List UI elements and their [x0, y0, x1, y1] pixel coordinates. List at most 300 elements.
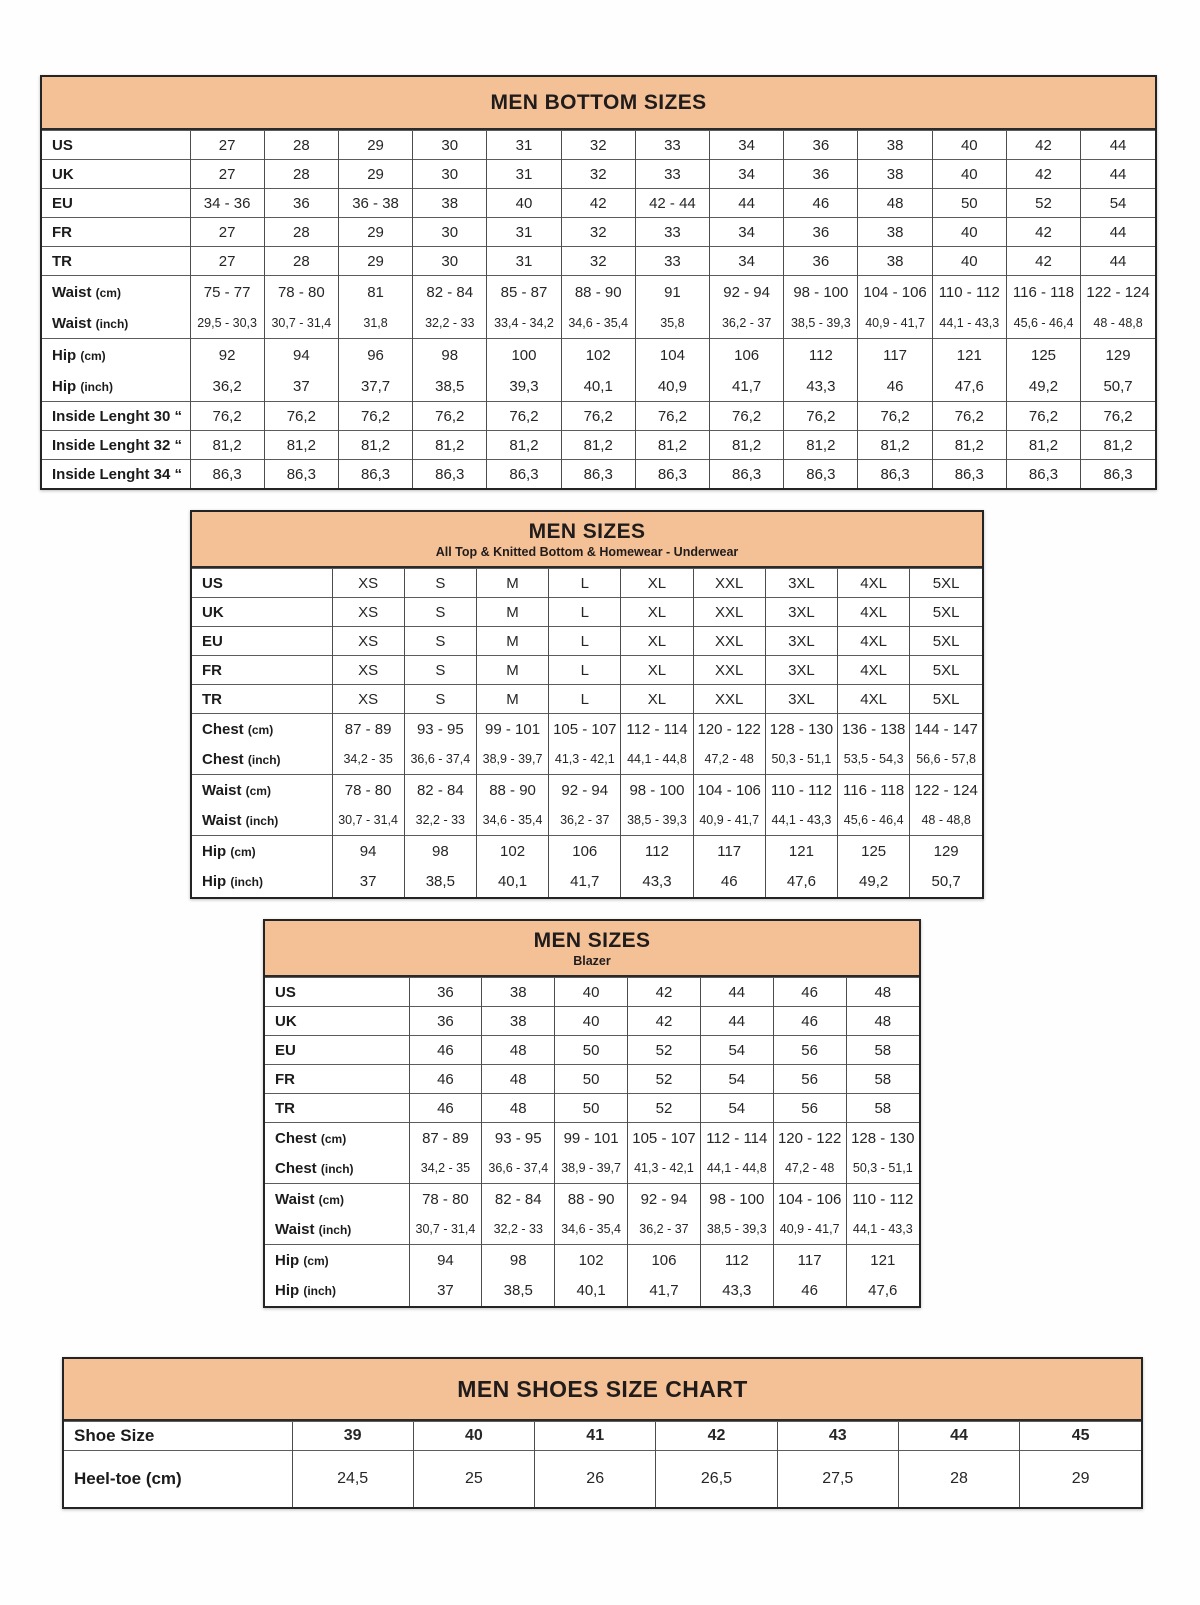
size-value-cell: M: [476, 598, 548, 627]
size-value-cell: 32: [561, 247, 635, 276]
row-label-unit: (cm): [318, 1192, 344, 1207]
table-row: [265, 1094, 919, 1123]
size-value-cell: 76,2: [264, 402, 338, 431]
size-value-cell: 36 - 38: [338, 189, 412, 218]
size-value-cell: 44: [1081, 247, 1155, 276]
size-value-cell: 102: [561, 339, 635, 372]
size-value-cell: 45,6 - 46,4: [838, 806, 910, 836]
size-value-cell: 44,1 - 44,8: [700, 1154, 773, 1184]
row-label-text: EU: [52, 194, 73, 212]
size-value-cell: 4XL: [838, 598, 910, 627]
size-value-cell: 36,6 - 37,4: [404, 745, 476, 775]
size-value-cell: 49,2: [838, 867, 910, 897]
size-value-cell: 34: [710, 218, 784, 247]
size-value-cell: 104: [635, 339, 709, 372]
size-value-cell: 49,2: [1006, 372, 1080, 402]
row-label: [42, 160, 190, 189]
size-value-cell: XXL: [693, 685, 765, 714]
size-value-cell: 46: [773, 978, 846, 1007]
size-value-cell: 42: [1006, 160, 1080, 189]
size-value-cell: 48 - 48,8: [1081, 309, 1155, 339]
table-row: [192, 569, 982, 598]
size-value-cell: XL: [621, 656, 693, 685]
size-value-cell: 81: [338, 276, 412, 309]
size-value-cell: 81,2: [1006, 431, 1080, 460]
size-value-cell: 38: [858, 218, 932, 247]
row-label: [192, 685, 332, 714]
size-value-cell: 44,1 - 43,3: [765, 806, 837, 836]
size-value-cell: 112 - 114: [621, 714, 693, 745]
size-value-cell: 50,3 - 51,1: [846, 1154, 919, 1184]
size-value-cell: 40,1: [476, 867, 548, 897]
size-value-cell: 105 - 107: [549, 714, 621, 745]
size-value-cell: 38: [413, 189, 487, 218]
size-value-cell: 48: [482, 1065, 555, 1094]
size-value-cell: 40: [487, 189, 561, 218]
size-value-cell: 78 - 80: [264, 276, 338, 309]
size-value-cell: 38,5: [413, 372, 487, 402]
size-value-cell: 38,5 - 39,3: [784, 309, 858, 339]
row-label: [192, 867, 332, 897]
table-title: MEN SHOES SIZE CHART: [457, 1375, 748, 1402]
size-value-cell: 44: [700, 978, 773, 1007]
size-value-cell: 128 - 130: [765, 714, 837, 745]
size-value-cell: 36: [784, 131, 858, 160]
size-value-cell: 86,3: [1081, 460, 1155, 489]
row-label: [192, 598, 332, 627]
size-value-cell: 43,3: [700, 1276, 773, 1306]
size-value-cell: 38,5: [482, 1276, 555, 1306]
size-value-cell: 93 - 95: [482, 1123, 555, 1154]
size-value-cell: 41,7: [628, 1276, 701, 1306]
row-label-unit: (cm): [230, 844, 256, 859]
size-value-cell: 86,3: [413, 460, 487, 489]
size-value-cell: 106: [710, 339, 784, 372]
table-row: [42, 218, 1155, 247]
row-label: [265, 1065, 409, 1094]
size-value-cell: 38: [858, 160, 932, 189]
row-label-text: US: [202, 574, 223, 592]
size-value-cell: M: [476, 685, 548, 714]
size-value-cell: 56: [773, 1065, 846, 1094]
size-value-cell: 92 - 94: [628, 1184, 701, 1215]
size-value-cell: 28: [264, 131, 338, 160]
size-value-cell: 50,7: [910, 867, 982, 897]
table-row: [192, 627, 982, 656]
size-value-cell: 98: [404, 836, 476, 867]
row-label-unit: (cm): [80, 348, 106, 363]
size-value-cell: 81,2: [413, 431, 487, 460]
men-shoes-size-chart-header: [64, 1359, 1141, 1421]
men-sizes-tops-table-header: [192, 512, 982, 568]
row-label: [265, 1094, 409, 1123]
size-value-cell: 36: [784, 247, 858, 276]
size-value-cell: 44: [700, 1007, 773, 1036]
table-row: [192, 714, 982, 745]
size-value-cell: 37: [264, 372, 338, 402]
size-value-cell: 122 - 124: [1081, 276, 1155, 309]
size-value-cell: 34,2 - 35: [332, 745, 404, 775]
size-value-cell: 128 - 130: [846, 1123, 919, 1154]
size-value-cell: 40: [555, 1007, 628, 1036]
size-value-cell: S: [404, 569, 476, 598]
size-value-cell: 31,8: [338, 309, 412, 339]
row-label: [192, 714, 332, 745]
size-value-cell: 45: [1020, 1422, 1141, 1451]
row-label-text: Waist: [52, 283, 92, 301]
size-value-cell: 47,6: [932, 372, 1006, 402]
size-value-cell: 38,5 - 39,3: [621, 806, 693, 836]
size-value-cell: 88 - 90: [555, 1184, 628, 1215]
size-value-cell: 121: [846, 1245, 919, 1276]
size-value-cell: 104 - 106: [773, 1184, 846, 1215]
table-row: [192, 685, 982, 714]
row-label-unit: (cm): [95, 285, 121, 300]
size-value-cell: 121: [765, 836, 837, 867]
size-value-cell: 92: [190, 339, 264, 372]
table-row: [42, 160, 1155, 189]
size-value-cell: 40,9 - 41,7: [858, 309, 932, 339]
size-value-cell: 87 - 89: [409, 1123, 482, 1154]
row-label-text: Hip: [202, 873, 227, 890]
size-value-cell: 120 - 122: [773, 1123, 846, 1154]
size-value-cell: 48: [482, 1094, 555, 1123]
size-value-cell: 54: [700, 1036, 773, 1065]
size-value-cell: 42: [1006, 247, 1080, 276]
size-value-cell: 44: [710, 189, 784, 218]
size-value-cell: 41,7: [710, 372, 784, 402]
table-row: [192, 836, 982, 867]
row-label-text: Waist: [52, 314, 92, 332]
size-value-cell: 29: [338, 247, 412, 276]
size-value-cell: 76,2: [858, 402, 932, 431]
size-value-cell: 76,2: [932, 402, 1006, 431]
size-value-cell: 27: [190, 160, 264, 189]
size-value-cell: 5XL: [910, 656, 982, 685]
size-value-cell: 104 - 106: [693, 775, 765, 806]
size-value-cell: 94: [332, 836, 404, 867]
row-label-text: FR: [52, 223, 72, 241]
size-value-cell: 76,2: [561, 402, 635, 431]
size-value-cell: 43,3: [784, 372, 858, 402]
size-value-cell: 43,3: [621, 867, 693, 897]
size-value-cell: 41,7: [549, 867, 621, 897]
row-label: [42, 218, 190, 247]
size-value-cell: 78 - 80: [332, 775, 404, 806]
size-value-cell: 30: [413, 247, 487, 276]
size-value-cell: 33: [635, 218, 709, 247]
size-value-cell: 33: [635, 160, 709, 189]
row-label: [42, 402, 190, 431]
row-label-unit: (inch): [303, 1284, 337, 1298]
size-value-cell: 129: [1081, 339, 1155, 372]
size-value-cell: L: [549, 569, 621, 598]
table-row: [265, 978, 919, 1007]
size-value-cell: 38: [482, 1007, 555, 1036]
row-label: [42, 309, 190, 339]
size-value-cell: 58: [846, 1036, 919, 1065]
size-value-cell: 136 - 138: [838, 714, 910, 745]
size-value-cell: 82 - 84: [413, 276, 487, 309]
size-value-cell: 58: [846, 1094, 919, 1123]
table-row: [42, 402, 1155, 431]
size-value-cell: 32,2 - 33: [482, 1215, 555, 1245]
row-label-text: TR: [52, 252, 72, 270]
row-label-text: Waist: [275, 1190, 315, 1208]
row-label: [42, 339, 190, 372]
size-value-cell: XL: [621, 627, 693, 656]
size-value-cell: 52: [628, 1065, 701, 1094]
size-value-cell: 27: [190, 131, 264, 160]
table-subtitle: All Top & Knitted Bottom & Homewear - Underwear: [435, 544, 739, 559]
size-value-cell: 26,5: [656, 1451, 777, 1507]
size-value-cell: 117: [773, 1245, 846, 1276]
size-value-cell: 47,6: [846, 1276, 919, 1306]
row-label-text: TR: [202, 690, 222, 708]
size-value-cell: 110 - 112: [765, 775, 837, 806]
size-value-cell: 3XL: [765, 627, 837, 656]
size-value-cell: XXL: [693, 598, 765, 627]
men-bottom-sizes-table: [40, 75, 1157, 490]
size-value-cell: 31: [487, 160, 561, 189]
size-value-cell: 42: [1006, 218, 1080, 247]
size-value-cell: 86,3: [932, 460, 1006, 489]
size-value-cell: 27: [190, 218, 264, 247]
row-label-text: FR: [275, 1070, 295, 1088]
table-row: [265, 1215, 919, 1245]
table-row: [192, 656, 982, 685]
table-row: [192, 806, 982, 836]
size-value-cell: 30: [413, 160, 487, 189]
size-value-cell: S: [404, 685, 476, 714]
size-value-cell: S: [404, 598, 476, 627]
size-value-cell: 30: [413, 131, 487, 160]
table-row: [265, 1184, 919, 1215]
size-value-cell: 122 - 124: [910, 775, 982, 806]
size-value-cell: 88 - 90: [476, 775, 548, 806]
size-value-cell: 5XL: [910, 598, 982, 627]
table-subtitle: Blazer: [573, 953, 611, 968]
size-value-cell: 85 - 87: [487, 276, 561, 309]
row-label-unit: (cm): [145, 1468, 182, 1488]
size-value-cell: 50,7: [1081, 372, 1155, 402]
table-row: [265, 1123, 919, 1154]
size-value-cell: 98: [413, 339, 487, 372]
size-value-cell: 40,9 - 41,7: [773, 1215, 846, 1245]
table-row: [265, 1007, 919, 1036]
size-value-cell: 3XL: [765, 685, 837, 714]
size-value-cell: 28: [898, 1451, 1019, 1507]
men-sizes-blazer-table: [263, 919, 921, 1308]
row-label-unit: (inch): [230, 875, 264, 889]
size-value-cell: 88 - 90: [561, 276, 635, 309]
size-value-cell: 38: [858, 131, 932, 160]
size-value-cell: 40: [932, 247, 1006, 276]
size-value-cell: 125: [1006, 339, 1080, 372]
size-value-cell: 76,2: [710, 402, 784, 431]
size-value-cell: 144 - 147: [910, 714, 982, 745]
size-value-cell: 28: [264, 247, 338, 276]
size-value-cell: 40: [932, 218, 1006, 247]
size-value-cell: 42: [561, 189, 635, 218]
table-row: [192, 598, 982, 627]
table-row: [192, 745, 982, 775]
size-value-cell: 91: [635, 276, 709, 309]
size-value-cell: 29: [338, 160, 412, 189]
size-value-cell: 112 - 114: [700, 1123, 773, 1154]
size-value-cell: M: [476, 627, 548, 656]
size-value-cell: 43: [777, 1422, 898, 1451]
size-value-cell: 45,6 - 46,4: [1006, 309, 1080, 339]
size-value-cell: 54: [1081, 189, 1155, 218]
row-label-text: Chest: [202, 720, 244, 738]
size-value-cell: 42 - 44: [635, 189, 709, 218]
size-value-cell: S: [404, 627, 476, 656]
size-value-cell: 120 - 122: [693, 714, 765, 745]
size-value-cell: 46: [784, 189, 858, 218]
size-value-cell: 4XL: [838, 627, 910, 656]
size-value-cell: 36: [409, 1007, 482, 1036]
row-label: [192, 806, 332, 836]
size-value-cell: 53,5 - 54,3: [838, 745, 910, 775]
size-value-cell: XL: [621, 685, 693, 714]
table-row: [265, 1036, 919, 1065]
size-value-cell: 48: [482, 1036, 555, 1065]
size-value-cell: 76,2: [1081, 402, 1155, 431]
size-value-cell: 32,2 - 33: [413, 309, 487, 339]
size-value-cell: 5XL: [910, 627, 982, 656]
row-label-text: Hip: [52, 346, 77, 364]
size-value-cell: 44: [1081, 131, 1155, 160]
size-value-cell: 34: [710, 247, 784, 276]
row-label-text: EU: [202, 632, 223, 650]
size-value-cell: 47,6: [765, 867, 837, 897]
size-value-cell: 76,2: [784, 402, 858, 431]
size-value-cell: 38,5 - 39,3: [700, 1215, 773, 1245]
row-label-text: Inside Lenght 32 “: [52, 436, 183, 454]
size-value-cell: XL: [621, 569, 693, 598]
size-value-cell: 34,6 - 35,4: [476, 806, 548, 836]
size-value-cell: 81,2: [1081, 431, 1155, 460]
size-value-cell: 40,9: [635, 372, 709, 402]
size-value-cell: 50,3 - 51,1: [765, 745, 837, 775]
table-title: MEN BOTTOM SIZES: [490, 90, 707, 114]
table-row: [42, 339, 1155, 372]
size-value-cell: 52: [628, 1094, 701, 1123]
size-value-cell: 30,7 - 31,4: [409, 1215, 482, 1245]
size-value-cell: 46: [693, 867, 765, 897]
size-value-cell: 40,1: [561, 372, 635, 402]
size-value-cell: 30,7 - 31,4: [332, 806, 404, 836]
table-row: [42, 131, 1155, 160]
size-value-cell: 39: [292, 1422, 413, 1451]
table-title: MEN SIZES: [528, 519, 646, 543]
size-value-cell: 125: [838, 836, 910, 867]
size-value-cell: 81,2: [635, 431, 709, 460]
size-value-cell: 121: [932, 339, 1006, 372]
row-label: [265, 1184, 409, 1215]
size-value-cell: 40: [555, 978, 628, 1007]
size-value-cell: M: [476, 656, 548, 685]
size-value-cell: 35,8: [635, 309, 709, 339]
table-row: [265, 1154, 919, 1184]
size-value-cell: 86,3: [190, 460, 264, 489]
table-row: [42, 189, 1155, 218]
men-shoes-size-chart-table: [62, 1357, 1143, 1509]
size-value-cell: 34: [710, 160, 784, 189]
size-value-cell: 54: [700, 1065, 773, 1094]
size-value-cell: XXL: [693, 569, 765, 598]
size-value-cell: 47,2 - 48: [693, 745, 765, 775]
row-label: [64, 1451, 292, 1507]
size-value-cell: 36,6 - 37,4: [482, 1154, 555, 1184]
row-label: [42, 372, 190, 402]
size-value-cell: 34 - 36: [190, 189, 264, 218]
size-value-cell: 27: [190, 247, 264, 276]
size-value-cell: 100: [487, 339, 561, 372]
size-value-cell: 81,2: [932, 431, 1006, 460]
table-row: [265, 1276, 919, 1306]
size-value-cell: 42: [656, 1422, 777, 1451]
row-label: [42, 247, 190, 276]
size-value-cell: 32: [561, 218, 635, 247]
size-value-cell: 98: [482, 1245, 555, 1276]
row-label-unit: (cm): [320, 1131, 347, 1146]
size-value-cell: 106: [628, 1245, 701, 1276]
size-value-cell: 50: [555, 1094, 628, 1123]
row-label: [42, 431, 190, 460]
size-value-cell: 29: [1020, 1451, 1141, 1507]
size-value-cell: L: [549, 685, 621, 714]
table-row: [42, 460, 1155, 489]
row-label-unit: (inch): [320, 1161, 354, 1176]
size-value-cell: 76,2: [413, 402, 487, 431]
row-label: [42, 276, 190, 309]
size-value-cell: 75 - 77: [190, 276, 264, 309]
size-value-cell: 48: [858, 189, 932, 218]
row-label-unit: (inch): [318, 1222, 352, 1237]
size-value-cell: 50: [555, 1036, 628, 1065]
size-value-cell: 27,5: [777, 1451, 898, 1507]
row-label-text: US: [52, 136, 73, 154]
size-value-cell: 34,6 - 35,4: [561, 309, 635, 339]
size-value-cell: 116 - 118: [838, 775, 910, 806]
row-label-text: UK: [202, 603, 224, 621]
size-value-cell: 28: [264, 160, 338, 189]
size-value-cell: 46: [409, 1065, 482, 1094]
size-value-cell: 44,1 - 44,8: [621, 745, 693, 775]
size-value-cell: 78 - 80: [409, 1184, 482, 1215]
row-label-text: Waist: [202, 781, 242, 799]
size-value-cell: XS: [332, 598, 404, 627]
size-value-cell: 52: [628, 1036, 701, 1065]
size-value-cell: 36: [784, 160, 858, 189]
size-value-cell: 38,9 - 39,7: [476, 745, 548, 775]
size-value-cell: 36,2 - 37: [549, 806, 621, 836]
size-value-cell: 44: [1081, 218, 1155, 247]
row-label-text: Waist: [202, 811, 242, 829]
size-value-cell: 50: [932, 189, 1006, 218]
row-label: [265, 1007, 409, 1036]
row-label-text: UK: [52, 165, 74, 183]
size-value-cell: 87 - 89: [332, 714, 404, 745]
size-value-cell: XS: [332, 569, 404, 598]
size-value-cell: 40,9 - 41,7: [693, 806, 765, 836]
row-label-unit: (cm): [247, 722, 274, 737]
size-value-cell: 50: [555, 1065, 628, 1094]
size-value-cell: 56,6 - 57,8: [910, 745, 982, 775]
size-value-cell: 81,2: [561, 431, 635, 460]
